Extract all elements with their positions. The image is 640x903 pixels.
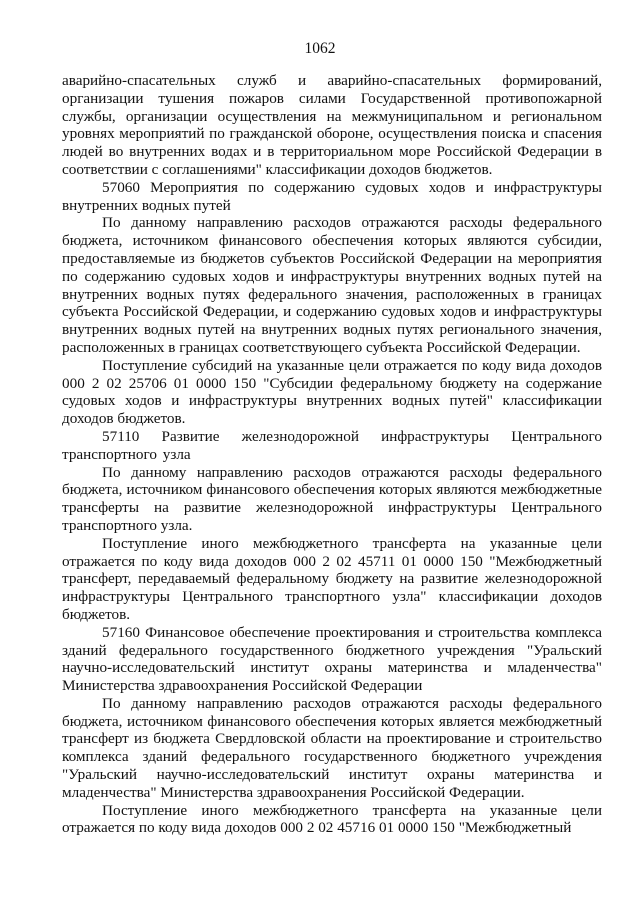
paragraph-57060-description: По данному направлению расходов отражаются расходы федерального бюджета, источником финансового обеспечения которых являются субсидии, предоставляемые из бюджетов субъектов Российской Федерации на мероприятия по содержанию судовых ходов и инфраструктуры внутренних водных путей на внутренних водных путях федерального значения, расположенных в границах субъекта Российской Федерации, и содержанию судовых ходов и инфраструктуры внутренних водных путей на внутренних водных путях регионального значения, расположенных в границах соответствующего субъекта Российской Федерации.	[62, 214, 602, 356]
paragraph-continuation: аварийно-спасательных служб и аварийно-спасательных формирований, организации тушения пожаров силами Государственной противопожарной службы, организации осуществления на межмуниципальном и региональном уровнях мероприятий по гражданской обороне, осуществления поиска и спасения людей во внутренних водах и в территориальном море Российской Федерации в соответствии с соглашениями" классификации доходов бюджетов.	[62, 72, 602, 178]
paragraph-57110-description: По данному направлению расходов отражаются расходы федерального бюджета, источником финансового обеспечения которых являются межбюджетные трансферты на развитие железнодорожной инфраструктуры Центрального транспортного узла.	[62, 463, 602, 534]
section-heading-57160: 57160 Финансовое обеспечение проектирования и строительства комплекса зданий федерального государственного бюджетного учреждения "Уральский научно-исследовательский институт охраны материнства и младенчества" Министерства здравоохранения Российской Федерации	[62, 623, 602, 695]
page-number: 1062	[304, 40, 336, 57]
section-heading-57110: 57110 Развитие железнодорожной инфраструктуры Центрального транспортного узла	[62, 427, 602, 463]
paragraph-57160-revenue: Поступление иного межбюджетного трансферта на указанные цели отражается по коду вида доходов 000 2 02 45716 01 0000 150 "Межбюджетный	[62, 801, 602, 837]
paragraph-57110-revenue: Поступление иного межбюджетного трансферта на указанные цели отражается по коду вида доходов 000 2 02 45711 01 0000 150 "Межбюджетный трансферт, передаваемый федеральному бюджету на развитие железнодорожной инфраструктуры Центрального транспортного узла" классификации доходов бюджетов.	[62, 534, 602, 623]
paragraph-57060-revenue: Поступление субсидий на указанные цели отражается по коду вида доходов 000 2 02 25706 01 0000 150 "Субсидии федеральному бюджету на содержание судовых ходов и инфраструктуры внутренних водных путей" классификации доходов бюджетов.	[62, 356, 602, 428]
document-body	[62, 72, 602, 837]
section-heading-57060: 57060 Мероприятия по содержанию судовых ходов и инфраструктуры внутренних водных путей	[62, 178, 602, 214]
paragraph-57160-description: По данному направлению расходов отражаются расходы федерального бюджета, источником финансового обеспечения которых является межбюджетный трансферт из бюджета Свердловской области на проектирование и строительство комплекса зданий федерального государственного бюджетного учреждения "Уральский научно-исследовательский институт охраны материнства и младенчества" Министерства здравоохранения Российской Федерации.	[62, 694, 602, 801]
